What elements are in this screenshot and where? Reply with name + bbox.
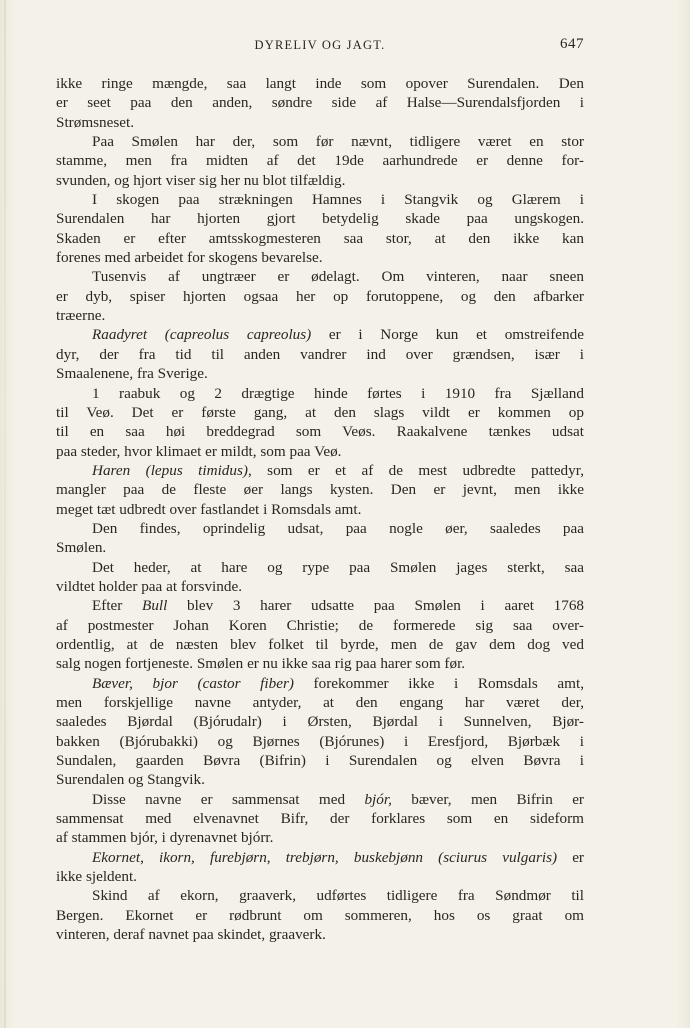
page-header bbox=[56, 36, 584, 56]
text-line: Efter Bull blev 3 harer udsatte paa Smølen i aaret 1768 bbox=[92, 597, 584, 615]
text-line: Det heder, at hare og rype paa Smølen jages sterkt, saa bbox=[92, 558, 584, 576]
text-line: Disse navne er sammensat med bjór, bæver, men Bifrin er bbox=[92, 790, 584, 808]
italic-term: (castor fiber) bbox=[197, 674, 294, 692]
page-edge-shadow bbox=[4, 0, 6, 1028]
text-line: Surendalen har hjorten gjort betydelig skade paa ungskogen. bbox=[56, 210, 584, 228]
text-line: men forskjellige navne antyder, at den engang har været der, bbox=[56, 694, 584, 711]
text-line: er dyb, spiser hjorten ogsaa her op forutoppene, og den afbarker bbox=[56, 287, 584, 305]
text-line: forenes med arbeidet for skogens bevarelse. bbox=[56, 249, 323, 267]
text-line: Bæver, bjor (castor fiber) forekommer ikke i Romsdals amt, bbox=[92, 674, 584, 692]
text-line: træerne. bbox=[56, 307, 106, 325]
text-line: ordentlig, at de næsten blev folket til byrde, men de gav dem dog ved bbox=[56, 635, 584, 653]
text-line: Sundalen, gaarden Bøvra (Bifrin) i Surendalen og elven Bøvra i bbox=[56, 752, 584, 770]
text-line: Smaalenene, fra Sverige. bbox=[56, 365, 208, 383]
text-line: Tusenvis af ungtræer er ødelagt. Om vinteren, naar sneen bbox=[92, 268, 584, 286]
text-line: meget tæt udbredt over fastlandet i Romsdals amt. bbox=[56, 500, 362, 518]
italic-term: Bæver, bjor bbox=[92, 674, 178, 692]
text-line: Surendalen og Stangvik. bbox=[56, 771, 205, 789]
text-line: Strømsneset. bbox=[56, 113, 135, 131]
page-number: 647 bbox=[560, 36, 584, 52]
text-line: Ekornet, ikorn, furebjørn, trebjørn, buskebjønn (sciurus vulgaris) er bbox=[92, 848, 584, 866]
text-line: stamme, men fra midten af det 19de aarhundrede er denne for- bbox=[56, 152, 584, 170]
text-line: bakken (Bjórubakki) og Bjørnes (Bjórunes) i Eresfjord, Bjørbæk i bbox=[56, 732, 584, 750]
text-line: vinteren, deraf navnet paa skindet, graaverk. bbox=[56, 926, 326, 944]
italic-term: (sciurus vulgaris) bbox=[438, 848, 558, 866]
text-line: af stammen bjór, i dyrenavnet bjórr. bbox=[56, 829, 274, 847]
text-line: paa steder, hvor klimaet er mildt, som paa Veø. bbox=[56, 442, 342, 460]
text-line: salg nogen fortjeneste. Smølen er nu ikke saa rig paa harer som før. bbox=[56, 655, 466, 673]
text-line: 1 raabuk og 2 drægtige hinde førtes i 1910 fra Sjælland bbox=[92, 384, 584, 402]
italic-term: Haren bbox=[92, 461, 131, 479]
text-line: Den findes, oprindelig udsat, paa nogle øer, saaledes paa bbox=[92, 519, 584, 537]
body-text bbox=[56, 74, 584, 944]
italic-term: Bull bbox=[142, 597, 168, 615]
running-head: DYRELIV OG JAGT. bbox=[254, 38, 386, 52]
text-line: til Veø. Det er første gang, at den slags vildt er kommen op bbox=[56, 403, 584, 421]
text-line: dyr, der fra tid til anden vandrer ind over grændsen, især i bbox=[56, 345, 584, 363]
italic-term: bjór, bbox=[364, 790, 392, 808]
text-line: ikke sjeldent. bbox=[56, 868, 137, 886]
italic-term: Raadyret bbox=[92, 326, 148, 344]
text-line: I skogen paa strækningen Hamnes i Stangvik og Glærem i bbox=[92, 191, 584, 209]
text-line: saaledes Bjørdal (Bjórudalr) i Ørsten, Bjørdal i Sunnelven, Bjør- bbox=[56, 713, 584, 731]
text-line: vildtet holder paa at forsvinde. bbox=[56, 577, 242, 595]
text-line: svunden, og hjort viser sig her nu blot tilfældig. bbox=[56, 171, 346, 189]
italic-term: (capreolus capreolus) bbox=[164, 326, 312, 344]
text-line: Skaden er efter amtsskogmesteren saa stor, at den ikke kan bbox=[56, 229, 584, 247]
text-line: Raadyret (capreolus capreolus) er i Norge kun et omstreifende bbox=[92, 326, 584, 344]
text-line: er seet paa den anden, søndre side af Halse—Surendalsfjorden i bbox=[56, 94, 584, 112]
text-line: af postmester Johan Koren Christie; de formerede sig saa over- bbox=[56, 616, 584, 634]
text-line: Skind af ekorn, graaverk, udførtes tidligere fra Søndmør til bbox=[92, 887, 584, 905]
text-line: ikke ringe mængde, saa langt inde som opover Surendalen. Den bbox=[56, 75, 584, 92]
text-line: Bergen. Ekornet er rødbrunt om sommeren, hos os graat om bbox=[56, 906, 584, 924]
text-line: mangler paa de fleste øer langs kysten. Den er jevnt, men ikke bbox=[56, 481, 584, 499]
italic-term: Ekornet, ikorn, furebjørn, trebjørn, buskebjønn bbox=[92, 848, 424, 866]
text-line: Paa Smølen har der, som før nævnt, tidligere været en stor bbox=[92, 133, 584, 151]
text-line: Smølen. bbox=[56, 539, 107, 557]
text-line: sammensat med elvenavnet Bifr, der forklares som en sideform bbox=[56, 810, 584, 828]
italic-term: (lepus timidus) bbox=[145, 461, 248, 479]
text-line: til en saa høi breddegrad som Veøs. Raakalvene tænkes udsat bbox=[56, 423, 584, 441]
text-line: Haren (lepus timidus), som er et af de mest udbredte pattedyr, bbox=[92, 461, 584, 479]
